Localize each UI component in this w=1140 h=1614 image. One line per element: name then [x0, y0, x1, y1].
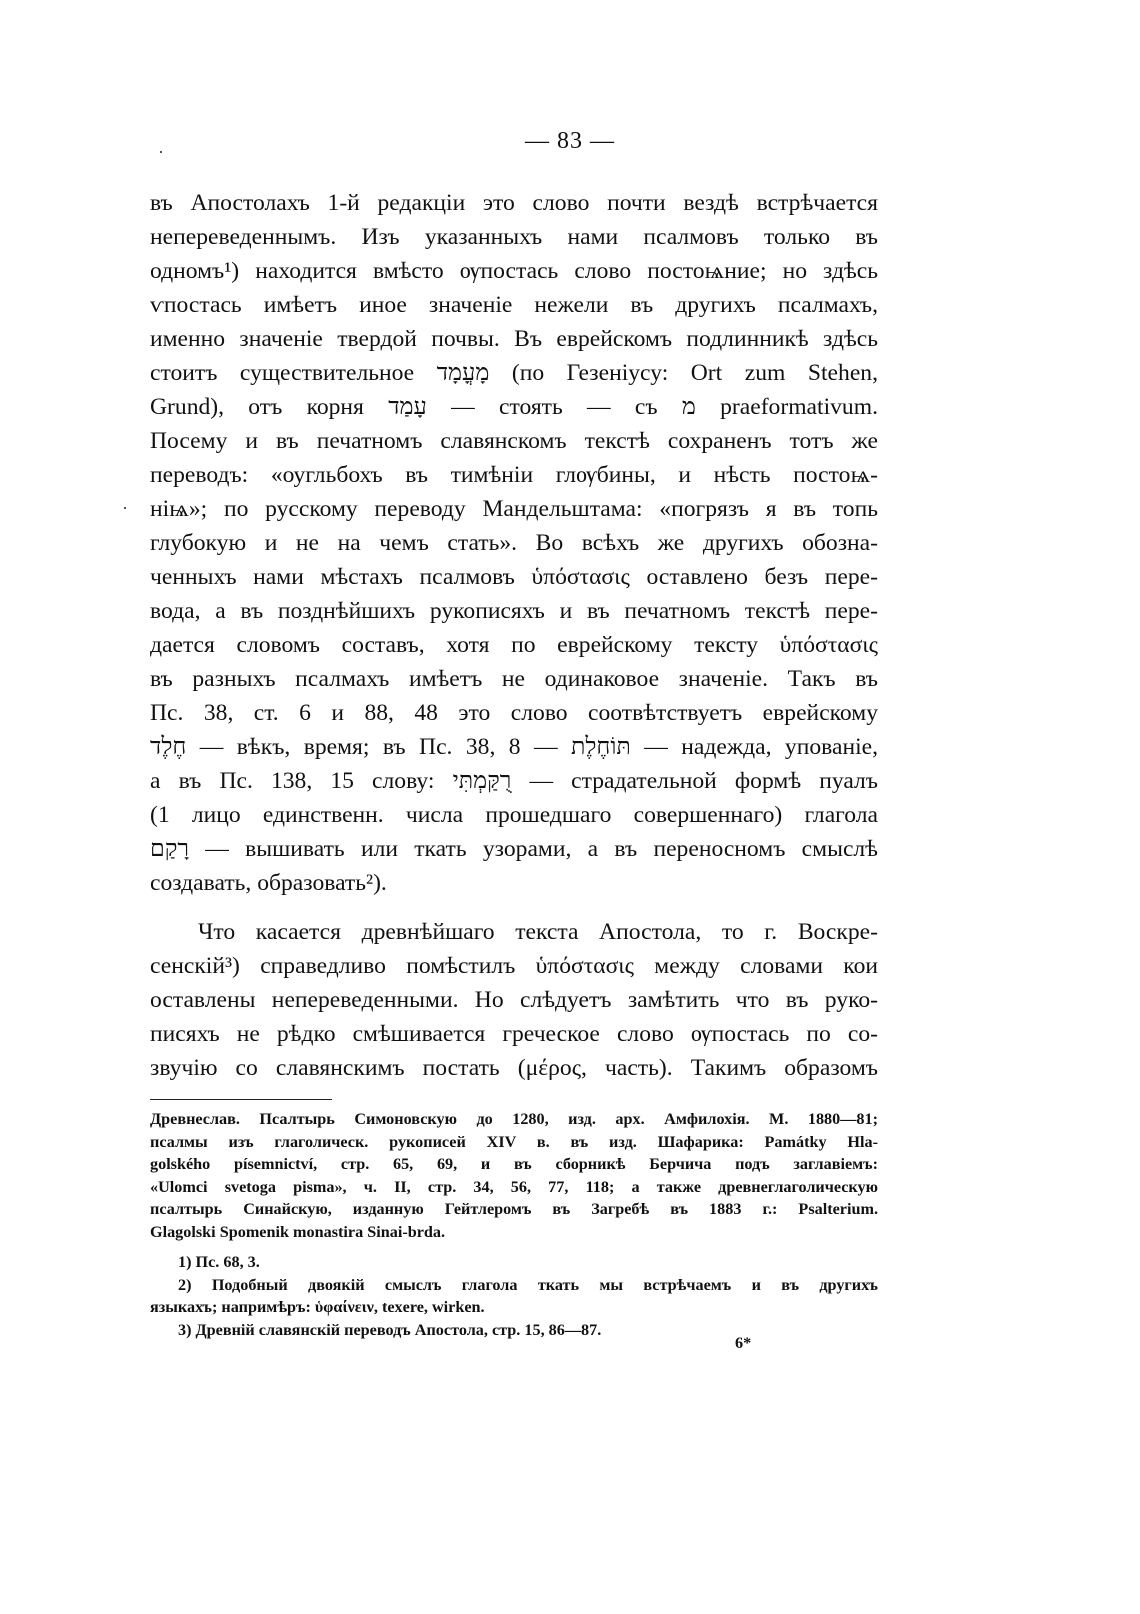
- text-line: глубокую и не на чемъ стать». Во всѣхъ же другихъ обозна-: [150, 530, 878, 556]
- footnote-line: Glagolski Spomenik monastira Sinai-brda.: [150, 1222, 446, 1241]
- print-speck: ·: [122, 498, 128, 518]
- text-line: Что касается древнѣйшаго текста Апостола, то г. Воскре-: [198, 919, 878, 945]
- text-line: Grund), отъ корня עָמַד — стоять — съ מ praeformativum.: [150, 394, 878, 420]
- text-line: одномъ¹) находится вмѣсто ѹпостась слово постоѩние; но здѣсь: [150, 258, 878, 284]
- text-line: חֶלֶד — вѣкъ, время; въ Пс. 38, 8 — תּוֹחֶלֶת — надежда, упованіе,: [150, 734, 878, 760]
- text-line: звучію со славянскимъ постать (μέρος, часть). Такимъ образомъ: [150, 1055, 878, 1081]
- text-line: въ Апостолахъ 1-й редакціи это слово почти вездѣ встрѣчается: [150, 190, 878, 216]
- text-line: создавать, образовать²).: [150, 870, 387, 896]
- text-line: вода, а въ позднѣйшихъ рукописяхъ и въ печатномъ текстѣ пере-: [150, 598, 878, 624]
- text-line: въ разныхъ псалмахъ имѣетъ не одинаковое значеніе. Такъ въ: [150, 666, 878, 692]
- paragraph-1: [150, 186, 878, 900]
- page-number: — 83 —: [525, 128, 615, 154]
- footnote-1: 1) Пс. 68, 3.: [178, 1253, 260, 1271]
- text-line: стоитъ существительное מָעֳמָד (по Гезеніусу: Ort zum Stehen,: [150, 360, 878, 386]
- text-line: оставлены непереведенными. Но слѣдуетъ замѣтить что въ руко-: [150, 987, 878, 1013]
- text-line: (1 лицо единственн. числа прошедшаго совершеннаго) глагола: [150, 802, 878, 828]
- text-line: Посему и въ печатномъ славянскомъ текстѣ сохраненъ тотъ же: [150, 428, 878, 454]
- footnote-line: «Ulomci svetoga pisma», ч. II, стр. 34, 56, 77, 118; а также древнеглаголическую: [150, 1177, 878, 1196]
- text-line: переводъ: «оугльбохъ въ тимѣніи глѹбины, и нѣсть постоѩ-: [150, 462, 878, 488]
- text-line: сенскій³) справедливо помѣстилъ ὑπόστασις между словами кои: [150, 953, 878, 979]
- text-line: дается словомъ составъ, хотя по еврейскому тексту ὑπόστασις: [150, 632, 878, 658]
- footnote-2-cont: языкахъ; напримѣръ: ὑφαίνειν, texere, wirken.: [150, 1298, 485, 1316]
- text-line: а въ Пс. 138, 15 слову: רֻקַּמְתִּי — страдательной формѣ пуалъ: [150, 768, 879, 794]
- footnote-line: golského písemnictví, стр. 65, 69, и въ сборникѣ Берчича подъ заглавіемъ:: [150, 1155, 878, 1173]
- text-line: רָקַם — вышивать или ткать узорами, а въ переносномъ смыслѣ: [150, 836, 878, 862]
- footnote-line: псалмы изъ глаголическ. рукописей XIV в. въ изд. Шафарика: Památky Hla-: [150, 1132, 878, 1151]
- text-line: ніѩ»; по русскому переводу Мандельштама: «погрязъ я въ топь: [150, 496, 878, 522]
- text-line: ѵпостась имѣетъ иное значеніе нежели въ другихъ псалмахъ,: [150, 292, 878, 318]
- text-line: непереведеннымъ. Изъ указанныхъ нами псалмовъ только въ: [150, 224, 878, 250]
- text-line: писяхъ не рѣдко смѣшивается греческое слово ѹпостась по со-: [150, 1021, 878, 1047]
- footnotes: [150, 1108, 878, 1341]
- footnote-line: псалтырь Синайскую, изданную Гейтлеромъ въ Загребѣ въ 1883 г.: Psalterium.: [150, 1200, 878, 1218]
- footnote-line: Древнеслав. Псалтырь Симоновскую до 1280, изд. арх. Амфилохія. М. 1880—81;: [150, 1110, 878, 1128]
- footnote-2: 2) Подобный двоякій смыслъ глагола ткать мы встрѣчаемъ и въ другихъ: [178, 1275, 878, 1294]
- footnote-divider: [150, 1099, 332, 1100]
- print-speck: ·: [158, 142, 164, 162]
- text-line: именно значеніе твердой почвы. Въ еврейскомъ подлинникѣ здѣсь: [150, 326, 878, 352]
- printer-signature: 6*: [735, 1334, 752, 1352]
- paragraph-2: [150, 915, 878, 1085]
- text-line: ченныхъ нами мѣстахъ псалмовъ ὑπόστασις оставлено безъ пере-: [150, 564, 878, 590]
- footnote-3: 3) Древній славянскій переводъ Апостола, стр. 15, 86—87.: [178, 1320, 602, 1339]
- text-line: Пс. 38, ст. 6 и 88, 48 это слово соотвѣтствуетъ еврейскому: [150, 700, 878, 726]
